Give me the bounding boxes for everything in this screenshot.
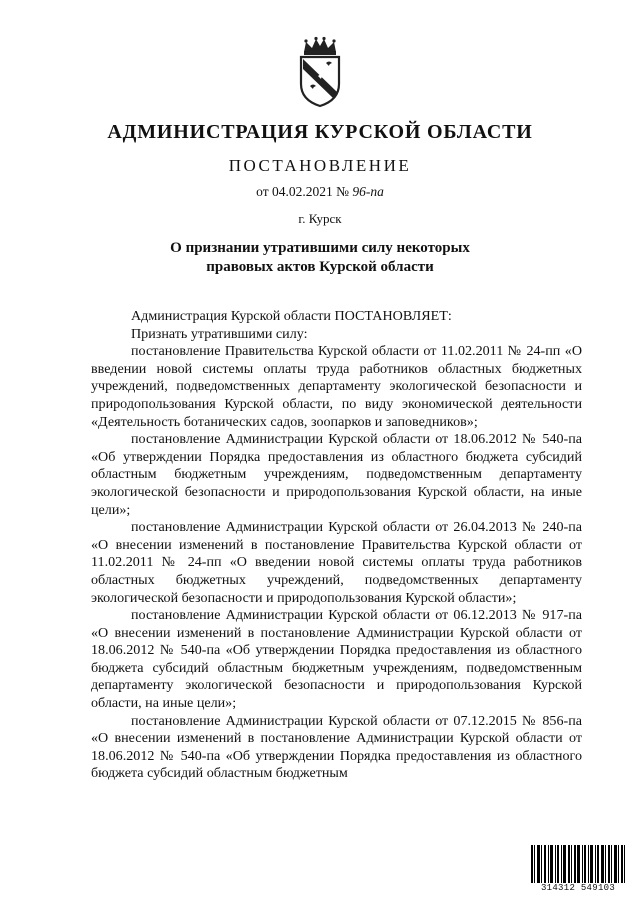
document-type: ПОСТАНОВЛЕНИЕ <box>228 156 412 175</box>
document-number: 96-па <box>352 184 384 199</box>
organization-title: АДМИНИСТРАЦИЯ КУРСКОЙ ОБЛАСТИ <box>107 121 533 143</box>
subject-line-2: правовых актов Курской области <box>206 259 434 275</box>
document-date-number <box>0 184 640 200</box>
date-prefix: от 04.02.2021 № <box>256 184 353 199</box>
barcode-bars <box>530 845 626 883</box>
barcode <box>530 845 626 893</box>
body-paragraph: Администрация Курской области ПОСТАНОВЛЯЕТ: <box>131 308 452 324</box>
body-paragraph: постановление Администрации Курской области от 07.12.2015 № 856-па «О внесении изменений в постановление Администрации Курской области от 18.06.2012 № 540-па «Об утверждении Порядка предоставления из областного бюджета субсидий областным бюджетным <box>91 712 582 782</box>
document-city: г. Курск <box>298 211 342 226</box>
body-paragraph: постановление Администрации Курской области от 26.04.2013 № 240-па «О внесении изменений в постановление Правительства Курской области от 11.02.2011 № 24-пп «О введении новой системы оплаты труда работников областных бюджетных учреждений, подведомственных департаменту экологической безопасности и природопользования Курской области»; <box>91 519 582 606</box>
body-paragraph: постановление Администрации Курской области от 18.06.2012 № 540-па «Об утверждении Порядка предоставления из областного бюджета субсидий областным бюджетным учреждениям, подведомственным департаменту экологической безопасности и природопользования Курской области, на иные цели»; <box>91 431 582 518</box>
kursk-coat-of-arms-icon <box>296 36 344 108</box>
body-paragraph: Признать утратившими силу: <box>131 325 308 342</box>
subject-line-1: О признании утратившими силу некоторых <box>170 240 470 256</box>
body-paragraph: постановление Администрации Курской области от 06.12.2013 № 917-па «О внесении изменений в постановление Администрации Курской области от 18.06.2012 № 540-па «Об утверждении Порядка предоставления из областного бюджета субсидий областным бюджетным учреждениям, подведомственным департаменту экологической безопасности и природопользования Курской области, на иные цели»; <box>91 607 582 712</box>
body-paragraph: постановление Правительства Курской области от 11.02.2011 № 24-пп «О введении новой системы оплаты труда работников областных бюджетных учреждений, подведомственных департаменту экологической безопасности и природопользования Курской области, по виду экономической деятельности «Деятельность ботанических садов, зоопарков и заповедников»; <box>91 343 582 430</box>
document-subject <box>0 239 640 277</box>
document-body <box>91 308 582 783</box>
barcode-number: 314312 549103 <box>540 883 616 893</box>
